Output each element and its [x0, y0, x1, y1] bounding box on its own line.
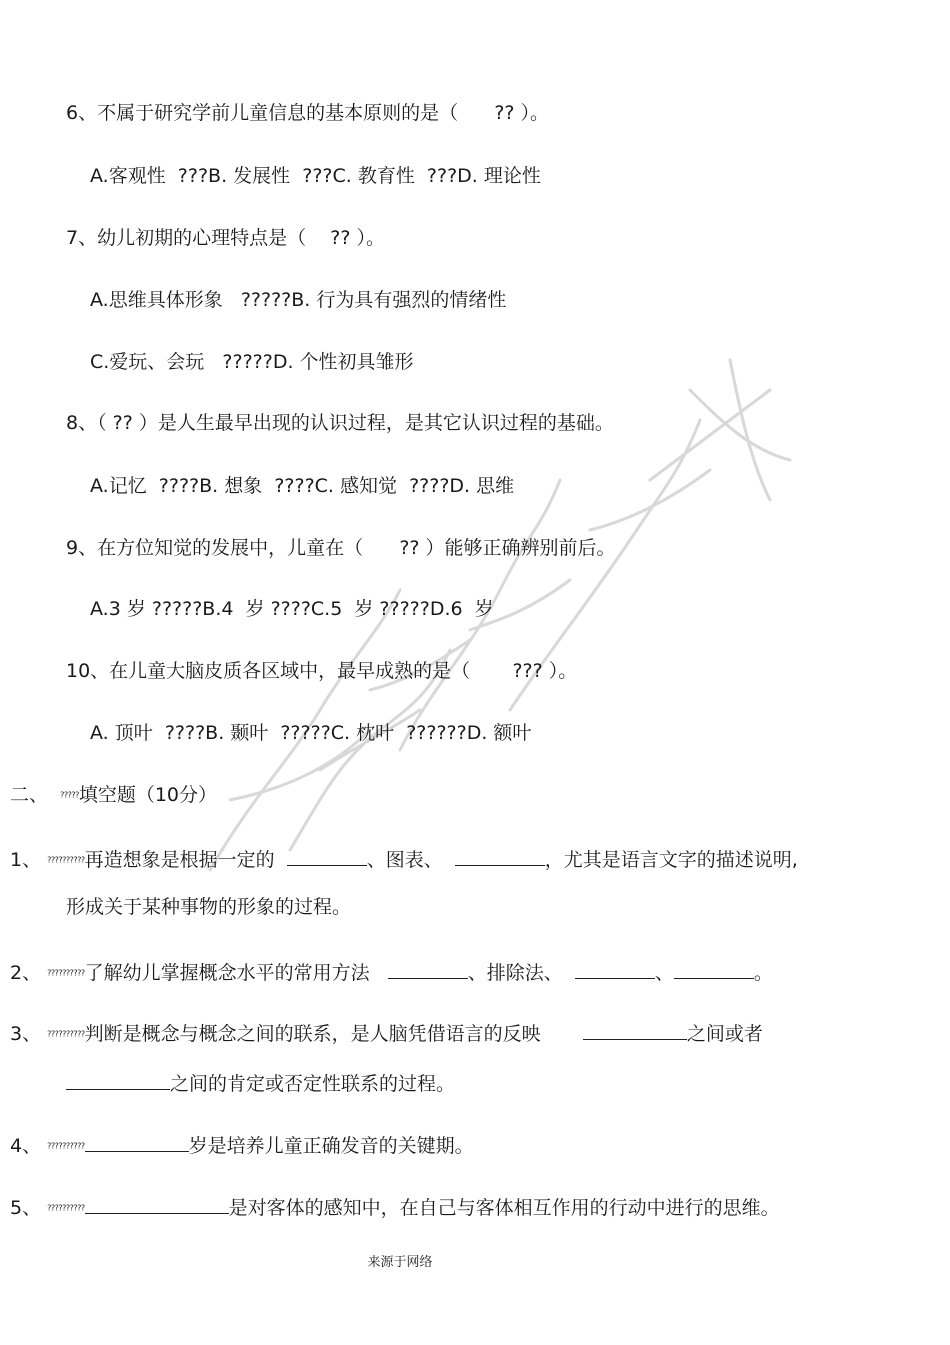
- question-7-stem: 7、幼儿初期的心理特点是（ ?? ）。: [66, 227, 385, 249]
- fill-1-text-b: 、图表、: [366, 849, 455, 871]
- fill-5-marks: ??????????: [47, 1203, 85, 1213]
- answer-blank[interactable]: [583, 1019, 687, 1040]
- fill-3-text-a: 判断是概念与概念之间的联系，是人脑凭借语言的反映: [84, 1023, 583, 1045]
- fill-1-number: 1、: [10, 849, 42, 871]
- fill-3-continuation: [66, 1069, 455, 1096]
- question-9-options: A.3 岁 ?????B.4 岁 ????C.5 岁 ?????D.6 岁: [90, 598, 494, 620]
- section-2-heading: [10, 783, 217, 808]
- answer-blank[interactable]: [575, 958, 655, 979]
- fill-1-marks: ??????????: [47, 855, 85, 865]
- fill-2-text-b: 、排除法、: [467, 962, 575, 984]
- answer-blank[interactable]: [287, 845, 367, 866]
- section-2-title: 填空题（10分）: [78, 784, 218, 806]
- section-2-marks: ?????: [60, 790, 79, 800]
- answer-blank[interactable]: [66, 1069, 170, 1090]
- fill-5-number: 5、: [10, 1197, 42, 1219]
- answer-blank[interactable]: [455, 845, 545, 866]
- fill-question-2: [10, 958, 773, 986]
- fill-1-text-a: 再造想象是根据一定的: [84, 849, 287, 871]
- question-10-options: A. 顶叶 ????B. 颞叶 ?????C. 枕叶 ??????D. 额叶: [90, 722, 532, 744]
- fill-question-4: [10, 1131, 474, 1159]
- fill-3-continuation-text: 之间的肯定或否定性联系的过程。: [170, 1073, 456, 1095]
- question-7-options-ab: A.思维具体形象 ?????B. 行为具有强烈的情绪性: [90, 289, 507, 311]
- answer-blank[interactable]: [85, 1193, 229, 1214]
- question-8-options: A.记忆 ????B. 想象 ????C. 感知觉 ????D. 思维: [90, 475, 515, 497]
- fill-question-3: [10, 1019, 763, 1047]
- fill-4-marks: ??????????: [47, 1141, 85, 1151]
- fill-2-text-d: 。: [753, 962, 773, 984]
- fill-question-5: [10, 1193, 780, 1221]
- section-2-prefix: 二、: [10, 784, 49, 806]
- fill-4-text: 岁是培养儿童正确发音的关键期。: [188, 1135, 474, 1157]
- question-9-stem: 9、在方位知觉的发展中，儿童在（ ?? ）能够正确辨别前后。: [66, 537, 616, 559]
- answer-blank[interactable]: [674, 958, 754, 979]
- fill-4-number: 4、: [10, 1135, 42, 1157]
- fill-3-number: 3、: [10, 1023, 42, 1045]
- fill-5-text: 是对客体的感知中，在自己与客体相互作用的行动中进行的思维。: [228, 1197, 780, 1219]
- fill-2-text-c: 、: [654, 962, 674, 984]
- fill-3-marks: ??????????: [47, 1029, 85, 1039]
- question-10-stem: 10、在儿童大脑皮质各区域中，最早成熟的是（ ??? ）。: [66, 660, 578, 682]
- answer-blank[interactable]: [388, 958, 468, 979]
- answer-blank[interactable]: [85, 1131, 189, 1152]
- fill-3-text-b: 之间或者: [686, 1023, 763, 1045]
- fill-2-number: 2、: [10, 962, 42, 984]
- question-6-stem: 6、不属于研究学前儿童信息的基本原则的是（ ?? ）。: [66, 102, 550, 124]
- fill-question-1: [10, 845, 798, 873]
- fill-2-text-a: 了解幼儿掌握概念水平的常用方法: [84, 962, 388, 984]
- page-footer: 来源于网络: [367, 1255, 433, 1270]
- fill-2-marks: ??????????: [47, 968, 85, 978]
- fill-1-continuation: 形成关于某种事物的形象的过程。: [66, 896, 352, 918]
- question-7-options-cd: C.爱玩、会玩 ?????D. 个性初具雏形: [90, 351, 414, 373]
- question-6-options: A.客观性 ???B. 发展性 ???C. 教育性 ???D. 理论性: [90, 165, 541, 187]
- question-8-stem: 8、（ ?? ）是人生最早出现的认识过程，是其它认识过程的基础。: [66, 412, 614, 434]
- fill-1-text-c: ，尤其是语言文字的描述说明,: [544, 849, 798, 871]
